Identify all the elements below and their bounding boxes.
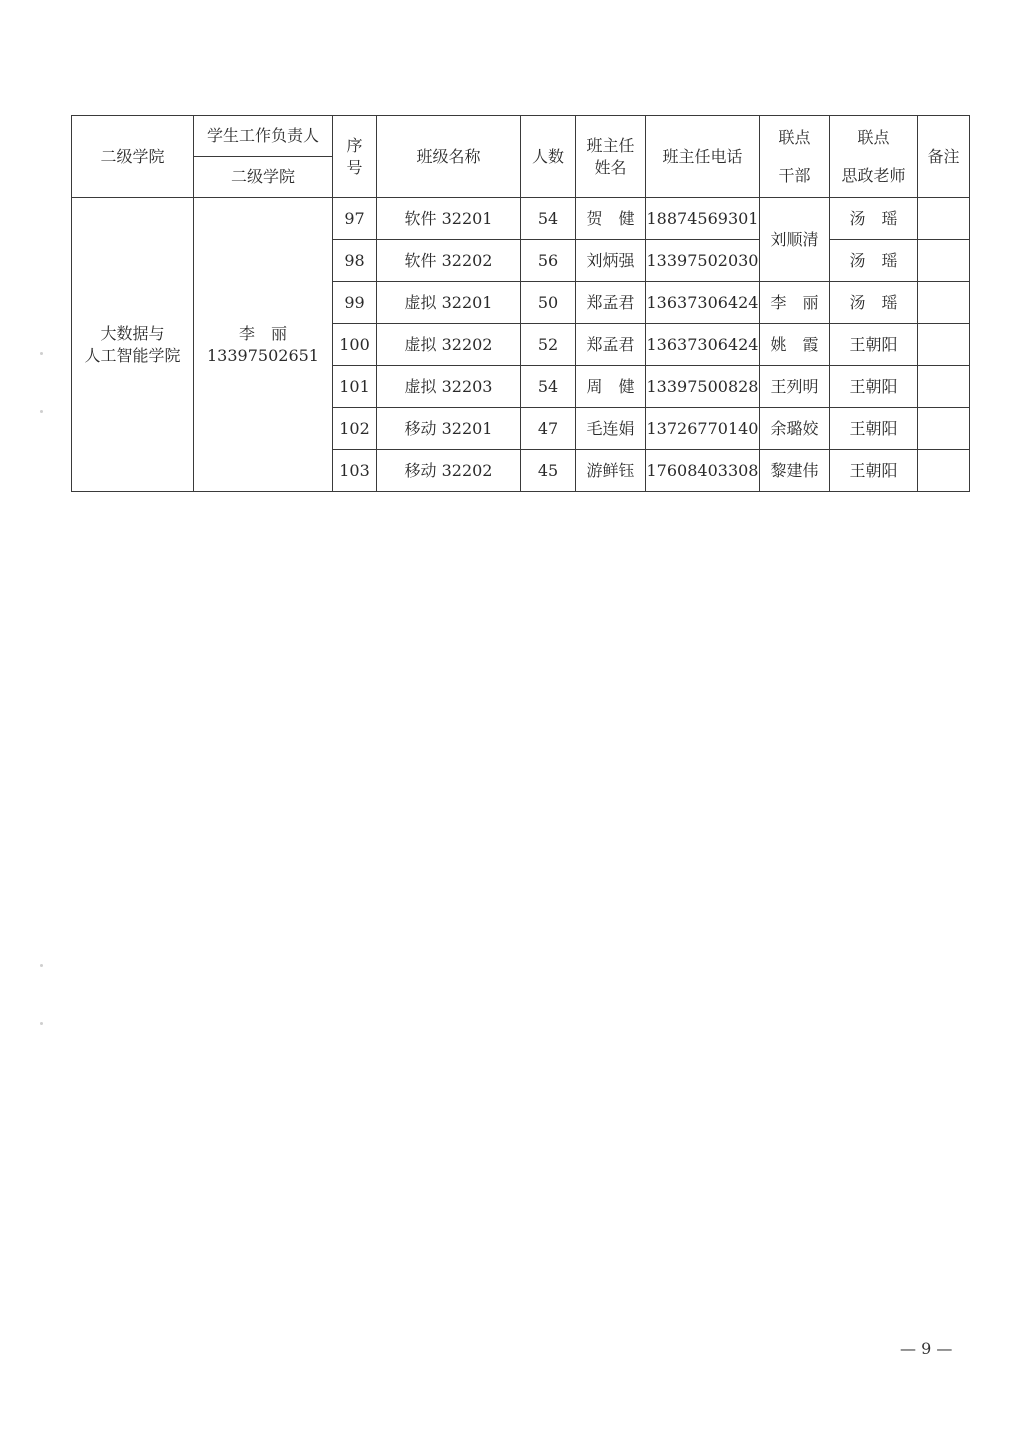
lead-cell xyxy=(194,198,333,492)
teacher-cell: 郑孟君 xyxy=(576,324,646,366)
header-count: 人数 xyxy=(521,116,576,198)
table-row xyxy=(72,198,970,240)
phone-cell: 17608403308 xyxy=(646,450,760,492)
class-cell: 软件 32201 xyxy=(377,198,521,240)
count-cell: 56 xyxy=(521,240,576,282)
phone-cell: 13397500828 xyxy=(646,366,760,408)
teacher-cell: 游鲜钰 xyxy=(576,450,646,492)
header-row-1 xyxy=(72,116,970,157)
header-teacher-line2: 姓名 xyxy=(594,157,627,177)
phone-cell: 13637306424 xyxy=(646,324,760,366)
count-cell: 47 xyxy=(521,408,576,450)
seq-cell: 97 xyxy=(333,198,377,240)
teacher-cell: 郑孟君 xyxy=(576,282,646,324)
header-student-work-lead: 学生工作负责人 xyxy=(194,116,333,157)
header-cadre-line2: 干部 xyxy=(778,165,811,185)
seq-cell: 101 xyxy=(333,366,377,408)
college-line2: 人工智能学院 xyxy=(84,345,181,365)
scan-speck xyxy=(40,1022,43,1025)
class-cell: 虚拟 32203 xyxy=(377,366,521,408)
header-teacher-line1: 班主任 xyxy=(586,135,635,155)
header-seq-line1: 序 xyxy=(346,135,363,155)
class-cell: 虚拟 32202 xyxy=(377,324,521,366)
teacher-cell: 刘炳强 xyxy=(576,240,646,282)
header-seq xyxy=(333,116,377,198)
phone-cell: 13726770140 xyxy=(646,408,760,450)
remarks-cell xyxy=(918,282,970,324)
seq-cell: 99 xyxy=(333,282,377,324)
remarks-cell xyxy=(918,450,970,492)
header-ideo-teacher xyxy=(830,116,918,198)
class-assignment-table xyxy=(71,115,970,492)
college-cell xyxy=(72,198,194,492)
header-seq-line2: 号 xyxy=(346,157,363,177)
ideo-cell: 王朝阳 xyxy=(830,408,918,450)
teacher-cell: 周 健 xyxy=(576,366,646,408)
class-cell: 移动 32201 xyxy=(377,408,521,450)
header-ideo-line1: 联点 xyxy=(857,127,890,147)
seq-cell: 103 xyxy=(333,450,377,492)
header-ideo-line2: 思政老师 xyxy=(841,165,906,185)
remarks-cell xyxy=(918,324,970,366)
seq-cell: 102 xyxy=(333,408,377,450)
phone-cell: 13397502030 xyxy=(646,240,760,282)
ideo-cell: 汤 瑶 xyxy=(830,240,918,282)
ideo-cell: 汤 瑶 xyxy=(830,198,918,240)
scan-speck xyxy=(40,352,43,355)
count-cell: 54 xyxy=(521,198,576,240)
count-cell: 50 xyxy=(521,282,576,324)
count-cell: 52 xyxy=(521,324,576,366)
scan-speck xyxy=(40,964,43,967)
phone-cell: 13637306424 xyxy=(646,282,760,324)
seq-cell: 98 xyxy=(333,240,377,282)
scan-speck xyxy=(40,410,43,413)
header-lead-college: 二级学院 xyxy=(194,157,333,198)
lead-phone: 13397502651 xyxy=(207,345,319,365)
remarks-cell xyxy=(918,198,970,240)
header-teacher xyxy=(576,116,646,198)
count-cell: 45 xyxy=(521,450,576,492)
cadre-cell: 刘顺清 xyxy=(760,198,830,282)
ideo-cell: 王朝阳 xyxy=(830,366,918,408)
cadre-cell: 李 丽 xyxy=(760,282,830,324)
seq-cell: 100 xyxy=(333,324,377,366)
college-line1: 大数据与 xyxy=(100,323,165,343)
cadre-cell: 姚 霞 xyxy=(760,324,830,366)
lead-name: 李 丽 xyxy=(238,323,287,343)
remarks-cell xyxy=(918,366,970,408)
phone-cell: 18874569301 xyxy=(646,198,760,240)
page-number: — 9 — xyxy=(900,1339,953,1358)
remarks-cell xyxy=(918,408,970,450)
header-college: 二级学院 xyxy=(72,116,194,198)
remarks-cell xyxy=(918,240,970,282)
count-cell: 54 xyxy=(521,366,576,408)
header-cadre-line1: 联点 xyxy=(778,127,811,147)
cadre-cell: 王列明 xyxy=(760,366,830,408)
class-cell: 虚拟 32201 xyxy=(377,282,521,324)
ideo-cell: 王朝阳 xyxy=(830,450,918,492)
ideo-cell: 王朝阳 xyxy=(830,324,918,366)
class-cell: 移动 32202 xyxy=(377,450,521,492)
cadre-cell: 黎建伟 xyxy=(760,450,830,492)
header-cadre xyxy=(760,116,830,198)
ideo-cell: 汤 瑶 xyxy=(830,282,918,324)
header-class-name: 班级名称 xyxy=(377,116,521,198)
header-remarks: 备注 xyxy=(918,116,970,198)
cadre-cell: 余璐姣 xyxy=(760,408,830,450)
teacher-cell: 贺 健 xyxy=(576,198,646,240)
class-cell: 软件 32202 xyxy=(377,240,521,282)
teacher-cell: 毛连娟 xyxy=(576,408,646,450)
header-teacher-phone: 班主任电话 xyxy=(646,116,760,198)
